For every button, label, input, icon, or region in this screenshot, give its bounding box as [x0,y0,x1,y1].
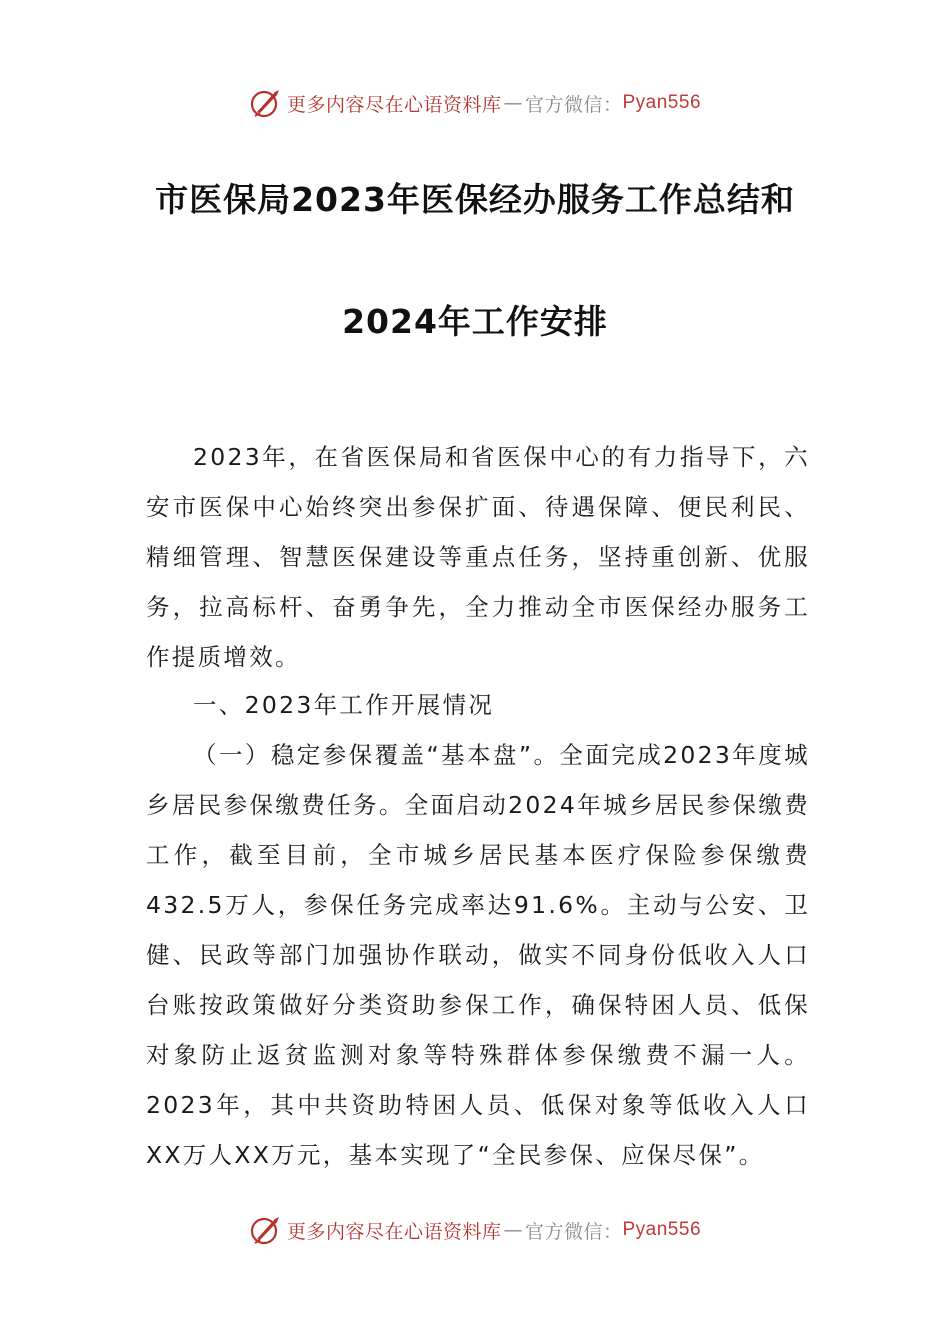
document-title-line-2: 2024年工作安排 [342,302,608,341]
quill-logo-icon [249,86,283,120]
watermark-wechat-id: Pyan556 [622,1219,702,1240]
document-title-line-1: 市医保局2023年医保经办服务工作总结和 [155,180,795,219]
watermark-wechat-id: Pyan556 [622,92,702,113]
watermark-label: 官方微信： [524,93,623,116]
body-paragraph-intro [146,432,810,682]
section-heading [146,680,810,730]
section-heading-text: 一、2023年工作开展情况 [193,691,495,719]
paragraph-text: （一）稳定参保覆盖“基本盘”。全面完成2023年度城乡居民参保缴费任务。全面启动2024年城乡居民参保缴费工作，截至目前，全市城乡居民基本医疗保险参保缴费432.5万人，参保任务完成率达91.6%。主动与公安、卫健、民政等部门加强协作联动，做实不同身份低收入人口台账按政策做好分类资助参保工作，确保特困人员、低保对象防止返贫监测对象等特殊群体参保缴费不漏一人。2023年，其中共资助特困人员、低保对象等低收入人口XX万人XX万元，基本实现了“全民参保、应保尽保”。 [146,741,810,1169]
watermark-label: 官方微信： [524,1220,623,1243]
header-watermark [0,86,950,120]
quill-logo-icon [249,1213,283,1247]
watermark-text: 更多内容尽在心语资料库 [286,1220,502,1243]
watermark-separator: — [503,92,523,114]
body-paragraph-coverage [146,730,810,1180]
watermark-separator: — [503,1219,523,1241]
footer-watermark [0,1213,950,1247]
paragraph-text: 2023年，在省医保局和省医保中心的有力指导下，六安市医保中心始终突出参保扩面、待遇保障、便民利民、精细管理、智慧医保建设等重点任务，坚持重创新、优服务，拉高标杆、奋勇争先，全力推动全市医保经办服务工作提质增效。 [146,443,810,671]
watermark-text: 更多内容尽在心语资料库 [286,93,502,116]
